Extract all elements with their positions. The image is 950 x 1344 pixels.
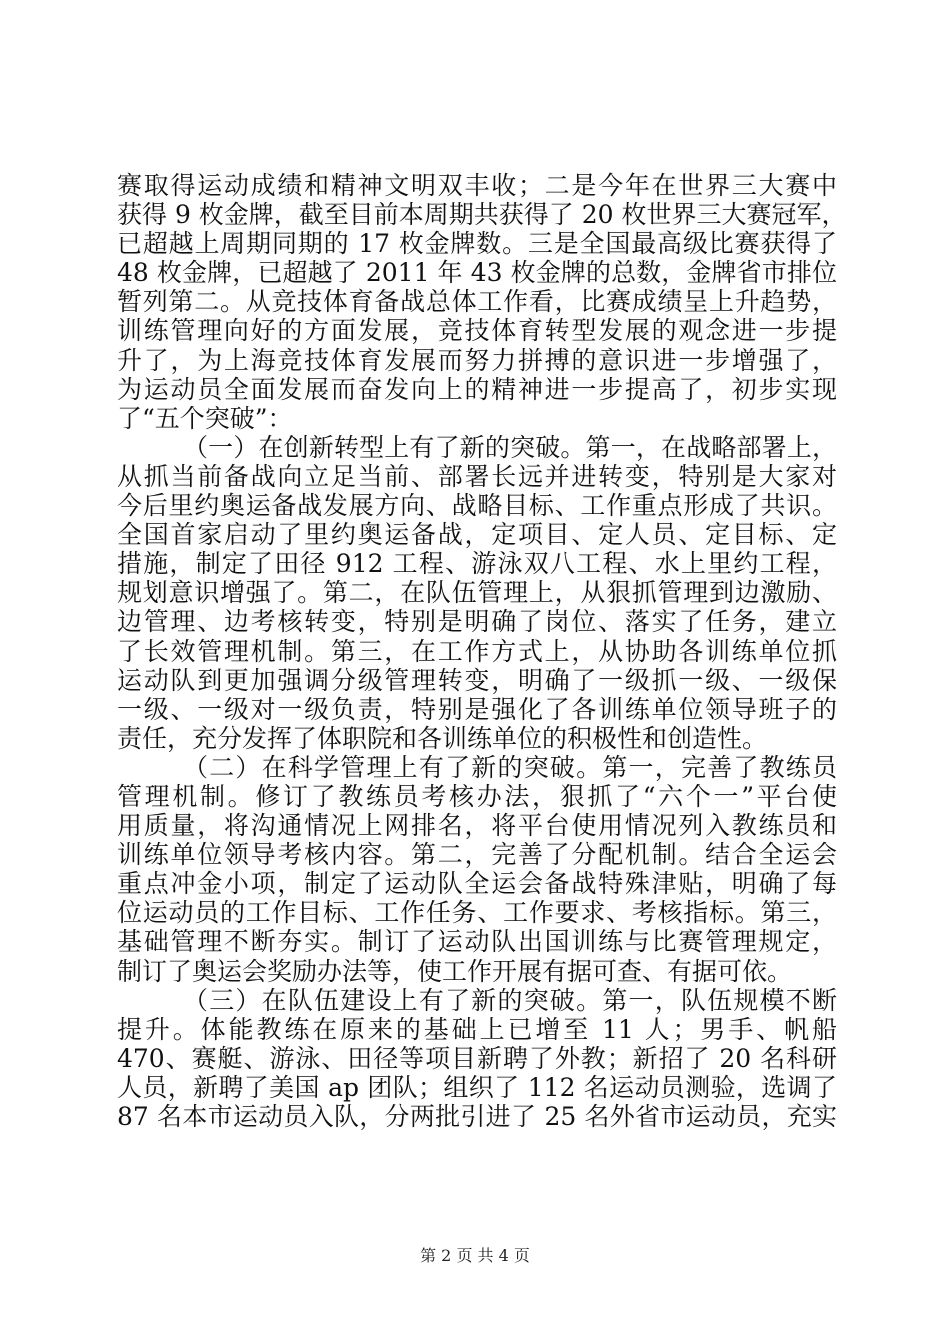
text-line: 基础管理不断夯实。制订了运动队出国训练与比赛管理规定， <box>117 927 837 957</box>
text-line: 规划意识增强了。第二，在队伍管理上，从狠抓管理到边激励、 <box>117 578 837 608</box>
text-line: （二）在科学管理上有了新的突破。第一，完善了教练员 <box>183 752 837 782</box>
text-line: 从抓当前备战向立足当前、部署长远并进转变，特别是大家对 <box>117 461 837 491</box>
text-line: 今后里约奥运备战发展方向、战略目标、工作重点形成了共识。 <box>117 491 837 521</box>
text-line: 边管理、边考核转变，特别是明确了岗位、落实了任务，建立 <box>117 607 837 637</box>
text-line: （三）在队伍建设上有了新的突破。第一，队伍规模不断 <box>183 985 837 1015</box>
text-line: （一）在创新转型上有了新的突破。第一，在战略部署上， <box>183 432 837 462</box>
body-text <box>117 171 847 1131</box>
text-line: 全国首家启动了里约奥运备战，定项目、定人员、定目标、定 <box>117 520 837 550</box>
text-line: 位运动员的工作目标、工作任务、工作要求、考核指标。第三， <box>117 898 837 928</box>
text-line: 470、赛艇、游泳、田径等项目新聘了外教；新招了 20 名科研 <box>117 1043 837 1073</box>
text-line: 暂列第二。从竞技体育备战总体工作看，比赛成绩呈上升趋势， <box>117 287 837 317</box>
text-line: 用质量，将沟通情况上网排名，将平台使用情况列入教练员和 <box>117 811 837 841</box>
text-line: 48 枚金牌，已超越了 2011 年 43 枚金牌的总数，金牌省市排位 <box>117 258 837 288</box>
text-line: 提升。体能教练在原来的基础上已增至 11 人；男手、帆船 <box>117 1014 837 1044</box>
page-footer: 第 2 页 共 4 页 <box>420 1246 530 1265</box>
text-line: 重点冲金小项，制定了运动队全运会备战特殊津贴，明确了每 <box>117 869 837 899</box>
text-line: 为运动员全面发展而奋发向上的精神进一步提高了，初步实现 <box>117 374 837 404</box>
text-line: 已超越上周期同期的 17 枚金牌数。三是全国最高级比赛获得了 <box>117 229 837 259</box>
text-line: 了“五个突破”： <box>117 403 293 433</box>
text-line: 赛取得运动成绩和精神文明双丰收；二是今年在世界三大赛中 <box>117 171 837 200</box>
text-line: 制订了奥运会奖励办法等，使工作开展有据可查、有据可依。 <box>117 956 793 986</box>
text-line: 获得 9 枚金牌，截至目前本周期共获得了 20 枚世界三大赛冠军， <box>117 200 847 230</box>
text-line: 87 名本市运动员入队，分两批引进了 25 名外省市运动员，充实 <box>117 1102 837 1131</box>
text-line: 训练单位领导考核内容。第二，完善了分配机制。结合全运会 <box>117 840 837 870</box>
text-line: 一级、一级对一级负责，特别是强化了各训练单位领导班子的 <box>117 694 837 724</box>
text-line: 管理机制。修订了教练员考核办法，狠抓了“六个一”平台使 <box>117 781 837 811</box>
text-line: 训练管理向好的方面发展，竞技体育转型发展的观念进一步提 <box>117 316 837 346</box>
text-line: 了长效管理机制。第三，在工作方式上，从协助各训练单位抓 <box>117 636 837 666</box>
text-line: 人员，新聘了美国 ap 团队；组织了 112 名运动员测验，选调了 <box>117 1072 837 1102</box>
text-line: 运动队到更加强调分级管理转变，明确了一级抓一级、一级保 <box>117 665 837 695</box>
text-line: 升了，为上海竞技体育发展而努力拼搏的意识进一步增强了， <box>117 345 837 375</box>
text-line: 责任，充分发挥了体职院和各训练单位的积极性和创造性。 <box>117 723 768 753</box>
text-line: 措施，制定了田径 912 工程、游泳双八工程、水上里约工程， <box>117 549 837 579</box>
